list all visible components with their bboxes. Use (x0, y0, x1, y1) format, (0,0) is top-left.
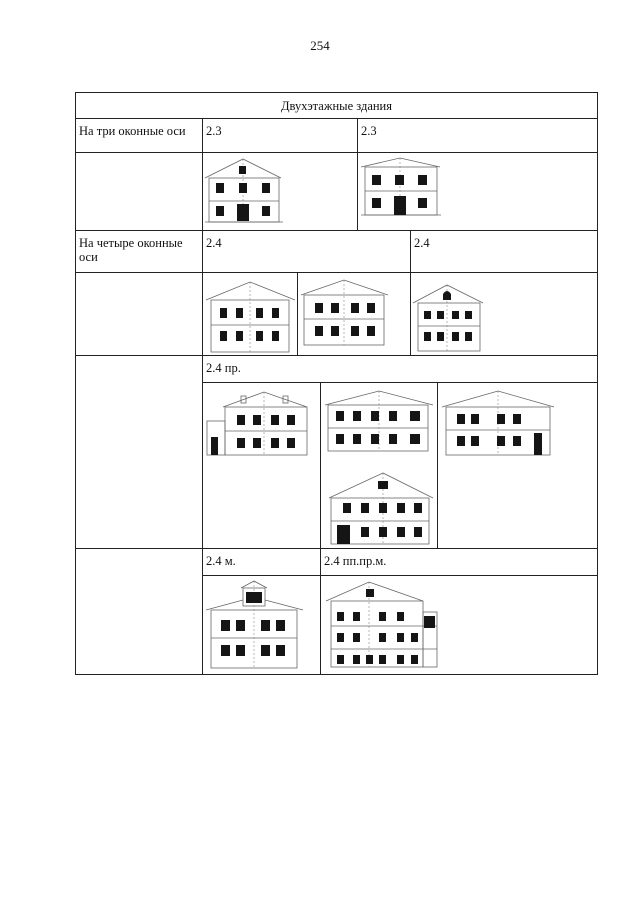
drawing-cell-2-3-a (202, 152, 357, 230)
facade-drawing-2-4-pp-pr-m (321, 576, 597, 674)
type-label-2-3-b: 2.3 (357, 118, 597, 152)
type-label-2-4-pp-pr-m: 2.4 пп.пр.м. (320, 548, 597, 575)
table-title: Двухэтажные здания (75, 92, 597, 118)
facade-drawing-2-4-c (411, 273, 597, 355)
facade-drawing-2-4-pr-b (321, 383, 437, 548)
page-number: 254 (310, 38, 330, 53)
empty-cell (75, 152, 202, 230)
facade-windows (424, 291, 472, 341)
drawing-cell-2-4-pr-b (320, 382, 437, 548)
facade-drawing-2-4-a (203, 273, 297, 355)
drawing-cell-2-4-c (410, 272, 597, 355)
drawing-cell-2-3-b (357, 152, 597, 230)
empty-cell (75, 355, 202, 548)
facade-windows (220, 308, 279, 341)
facade-drawing-2-3-b (358, 153, 597, 230)
facade-windows (336, 411, 420, 444)
facade-outline (326, 582, 437, 667)
facade-drawing-2-3-a (203, 153, 357, 230)
facade-drawing-2-4-b (298, 273, 410, 355)
type-label-2-3-a: 2.3 (202, 118, 357, 152)
facade-windows (315, 303, 375, 336)
drawing-cell-2-4-b (297, 272, 410, 355)
drawing-cell-2-4-m (202, 575, 320, 674)
building-types-table (75, 92, 598, 675)
type-label-2-4-a: 2.4 (202, 230, 410, 272)
facade-drawing-2-4-pr-c (438, 383, 597, 548)
type-label-2-4-m: 2.4 м. (202, 548, 320, 575)
drawing-cell-2-4-pr-c (437, 382, 597, 548)
facade-windows (457, 414, 542, 455)
type-label-2-4-b: 2.4 (410, 230, 597, 272)
row-label-three-axes: На три оконные оси (75, 118, 202, 152)
facade-outline (206, 282, 295, 352)
type-label-2-4-pr: 2.4 пр. (202, 355, 597, 382)
facade-windows (221, 592, 285, 656)
facade-windows (372, 175, 427, 215)
empty-cell (75, 272, 202, 355)
empty-cell (75, 548, 202, 674)
facade-windows-second (337, 481, 422, 544)
drawing-cell-2-4-pp-pr-m (320, 575, 597, 674)
facade-drawing-2-4-pr-a (203, 383, 320, 548)
facade-drawing-2-4-m (203, 576, 320, 674)
drawing-cell-2-4-pr-a (202, 382, 320, 548)
row-label-four-axes: На четыре оконные оси (75, 230, 202, 272)
facade-windows (216, 166, 270, 221)
drawing-cell-2-4-a (202, 272, 297, 355)
